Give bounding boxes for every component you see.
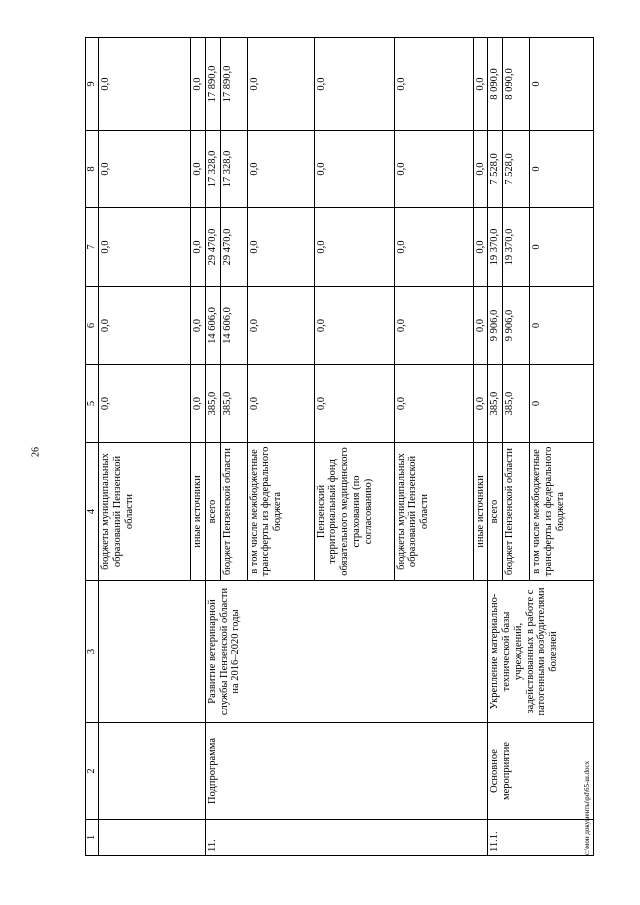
column-header-1: 1 <box>86 820 99 856</box>
value-cell: 0,0 <box>314 287 394 365</box>
value-cell: 385,0 <box>205 365 220 443</box>
value-cell: 0 <box>530 131 594 208</box>
table-row <box>99 38 191 856</box>
value-cell: 29 470,0 <box>220 208 247 287</box>
value-cell: 0,0 <box>191 208 206 287</box>
value-cell: 7 528,0 <box>503 131 530 208</box>
value-cell: 0,0 <box>99 131 191 208</box>
value-cell: 0,0 <box>394 208 473 287</box>
value-cell: 0,0 <box>99 365 191 443</box>
cell-num <box>99 820 206 856</box>
value-cell: 385,0 <box>503 365 530 443</box>
value-cell: 0,0 <box>473 131 488 208</box>
value-cell: 385,0 <box>488 365 503 443</box>
value-cell: 0,0 <box>191 38 206 131</box>
value-cell: 0,0 <box>99 38 191 131</box>
funding-source: бюджеты муниципальных образований Пензенской области <box>394 443 473 581</box>
column-header-9: 9 <box>86 38 99 131</box>
subprogram-number: 11. <box>205 820 488 856</box>
value-cell: 19 370,0 <box>503 208 530 287</box>
value-cell: 9 906,0 <box>488 287 503 365</box>
activity-type: Основное мероприятие <box>488 723 594 820</box>
value-cell: 0 <box>530 287 594 365</box>
value-cell: 0,0 <box>473 208 488 287</box>
value-cell: 0,0 <box>247 365 314 443</box>
subprogram-name: Развитие ветеринарной службы Пензенской области на 2016–2020 годы <box>205 581 488 723</box>
value-cell: 0,0 <box>314 131 394 208</box>
funding-source: иные источники <box>191 443 206 581</box>
column-header-7: 7 <box>86 208 99 287</box>
header-row <box>86 38 99 856</box>
cell-name <box>99 581 206 723</box>
value-cell: 17 890,0 <box>220 38 247 131</box>
value-cell: 0,0 <box>247 287 314 365</box>
table-row <box>488 38 503 856</box>
value-cell: 0,0 <box>191 131 206 208</box>
value-cell: 0,0 <box>247 38 314 131</box>
value-cell: 0,0 <box>191 365 206 443</box>
value-cell: 0,0 <box>314 38 394 131</box>
value-cell: 17 328,0 <box>205 131 220 208</box>
funding-source: всего <box>205 443 220 581</box>
column-header-6: 6 <box>86 287 99 365</box>
value-cell: 0 <box>530 38 594 131</box>
column-header-5: 5 <box>86 365 99 443</box>
value-cell: 14 606,0 <box>205 287 220 365</box>
funding-source: Пензенский территориальный фонд обязательного медицинского страхования (по согласованию) <box>314 443 394 581</box>
value-cell: 9 906,0 <box>503 287 530 365</box>
value-cell: 29 470,0 <box>205 208 220 287</box>
rotated-table-area <box>85 38 585 856</box>
value-cell: 385,0 <box>220 365 247 443</box>
value-cell: 0,0 <box>473 38 488 131</box>
funding-source: бюджет Пензенской области <box>503 443 530 581</box>
value-cell: 14 606,0 <box>220 287 247 365</box>
value-cell: 0,0 <box>394 287 473 365</box>
value-cell: 0,0 <box>314 365 394 443</box>
value-cell: 0,0 <box>99 287 191 365</box>
page-number: 26 <box>30 447 42 457</box>
column-header-4: 4 <box>86 443 99 581</box>
funding-source: в том числе межбюджетные трансферты из федерального бюджета <box>247 443 314 581</box>
value-cell: 0,0 <box>314 208 394 287</box>
column-header-2: 2 <box>86 723 99 820</box>
activity-name: Укрепление материально-технической базы учреждений, задействованных в работе с патогенными возбудителями болезней <box>488 581 594 723</box>
value-cell: 17 890,0 <box>205 38 220 131</box>
value-cell: 0 <box>530 208 594 287</box>
column-header-8: 8 <box>86 131 99 208</box>
funding-source: иные источники <box>473 443 488 581</box>
value-cell: 0,0 <box>473 287 488 365</box>
value-cell: 0,0 <box>473 365 488 443</box>
table-row <box>205 38 220 856</box>
value-cell: 0,0 <box>191 287 206 365</box>
value-cell: 17 328,0 <box>220 131 247 208</box>
budget-table <box>85 37 594 856</box>
value-cell: 0,0 <box>99 208 191 287</box>
subprogram-type: Подпрограмма <box>205 723 488 820</box>
value-cell: 8 090,0 <box>488 38 503 131</box>
value-cell: 19 370,0 <box>488 208 503 287</box>
value-cell: 0,0 <box>394 365 473 443</box>
funding-source: бюджет Пензенской области <box>220 443 247 581</box>
value-cell: 0,0 <box>394 38 473 131</box>
value-cell: 0,0 <box>247 131 314 208</box>
value-cell: 7 528,0 <box>488 131 503 208</box>
funding-source: бюджеты муниципальных образований Пензенской области <box>99 443 191 581</box>
value-cell: 0 <box>530 365 594 443</box>
cell-type <box>99 723 206 820</box>
activity-number: 11.1. <box>488 820 594 856</box>
column-header-3: 3 <box>86 581 99 723</box>
value-cell: 0,0 <box>394 131 473 208</box>
file-path-footer: c:\мои документы\pd\65-ш.docx <box>583 760 591 856</box>
value-cell: 0,0 <box>247 208 314 287</box>
value-cell: 8 090,0 <box>503 38 530 131</box>
funding-source: в том числе межбюджетные трансферты из федерального бюджета <box>530 443 594 581</box>
funding-source: всего <box>488 443 503 581</box>
